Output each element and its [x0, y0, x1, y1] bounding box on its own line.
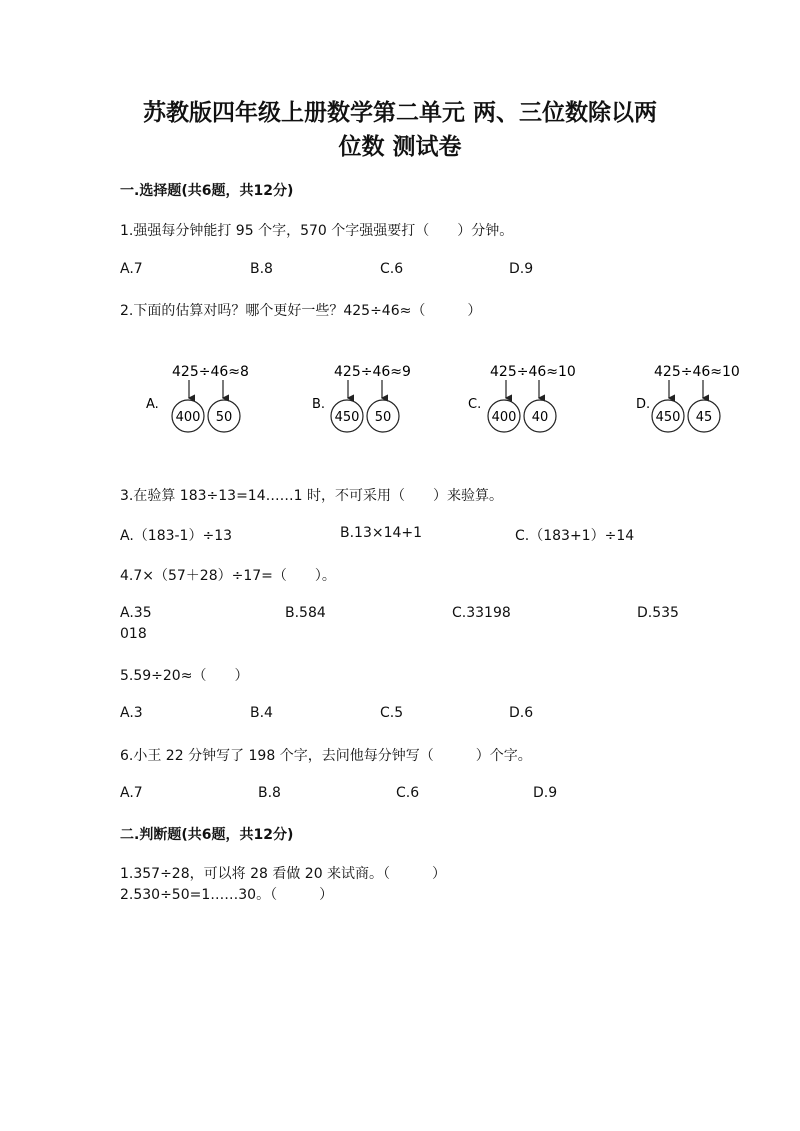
q6-option-a: A.7: [120, 785, 143, 801]
estimate-c-value-1: 400: [491, 410, 517, 425]
estimation-figure: [140, 358, 760, 438]
q5-option-d: D.6: [509, 705, 534, 721]
q1-option-d: D.9: [509, 261, 534, 277]
q5-option-a: A.3: [120, 705, 143, 721]
estimate-a-expression: 425÷46≈8: [172, 364, 249, 380]
q3-option-c: C.（183+1）÷14: [515, 528, 635, 544]
q4-option-d-wrap: 018: [120, 626, 147, 642]
page-title: [100, 96, 700, 164]
title-line-2: 位数 测试卷: [338, 133, 462, 160]
estimate-b-value-2: 50: [374, 410, 392, 425]
q1-option-a: A.7: [120, 261, 143, 277]
estimate-option-b: [312, 364, 411, 432]
estimate-b-expression: 425÷46≈9: [334, 364, 411, 380]
estimate-option-c: [468, 364, 576, 432]
q4-option-b: B.584: [285, 605, 326, 621]
estimate-c-value-2: 40: [531, 410, 549, 425]
q6-option-b: B.8: [258, 785, 281, 801]
q5-option-b: B.4: [250, 705, 273, 721]
q4-option-d: D.535: [637, 605, 679, 621]
question-5-text: 5.59÷20≈（ ）: [120, 668, 249, 684]
q6-option-d: D.9: [533, 785, 558, 801]
q4-option-c: C.33198: [452, 605, 511, 621]
title-line-1: 苏教版四年级上册数学第二单元 两、三位数除以两: [142, 99, 657, 126]
estimate-b-letter: B.: [312, 397, 326, 412]
estimate-d-letter: D.: [636, 397, 651, 412]
question-3-text: 3.在验算 183÷13=14……1 时，不可采用（ ）来验算。: [120, 488, 503, 504]
question-4-text: 4.7×（57＋28）÷17=（ ）。: [120, 568, 336, 584]
estimate-a-letter: A.: [146, 397, 159, 412]
question-1-text: 1.强强每分钟能打 95 个字，570 个字强强要打（ ）分钟。: [120, 223, 514, 239]
judgment-1-text: 1.357÷28，可以将 28 看做 20 来试商。（ ）: [120, 866, 447, 882]
estimate-a-value-1: 400: [175, 410, 201, 425]
q1-option-c: C.6: [380, 261, 404, 277]
question-2-text: 2.下面的估算对吗？哪个更好一些？425÷46≈（ ）: [120, 303, 482, 319]
estimate-option-a: [146, 364, 249, 432]
section-1-heading: 一.选择题(共6题，共12分): [120, 183, 294, 199]
estimate-d-value-2: 45: [695, 410, 713, 425]
estimate-b-value-1: 450: [334, 410, 360, 425]
q4-option-a: A.35: [120, 605, 152, 621]
estimate-a-value-2: 50: [215, 410, 233, 425]
section-2-heading: 二.判断题(共6题，共12分): [120, 827, 294, 843]
q5-option-c: C.5: [380, 705, 404, 721]
q6-option-c: C.6: [396, 785, 420, 801]
q3-option-a: A.（183-1）÷13: [120, 528, 233, 544]
estimate-c-expression: 425÷46≈10: [490, 364, 576, 380]
question-6-text: 6.小王 22 分钟写了 198 个字，去问他每分钟写（ ）个字。: [120, 748, 532, 764]
estimate-c-letter: C.: [468, 397, 482, 412]
estimate-d-value-1: 450: [655, 410, 681, 425]
judgment-2-text: 2.530÷50=1……30。（ ）: [120, 887, 334, 903]
q3-option-b: B.13×14+1: [340, 525, 423, 541]
estimate-option-d: [636, 364, 740, 432]
q1-option-b: B.8: [250, 261, 273, 277]
estimate-d-expression: 425÷46≈10: [654, 364, 740, 380]
